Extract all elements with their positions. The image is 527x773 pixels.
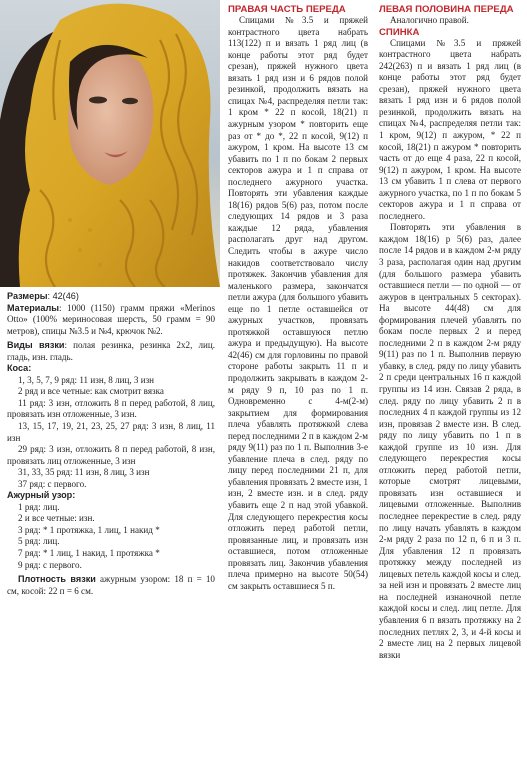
kosa-row: 2 ряд и все четные: как смотрит вязка xyxy=(18,386,164,397)
kosa-row: 29 ряд: 3 изн, отложить 8 п перед работой, 8 изн, провязать лиц отложенные, 3 изн xyxy=(7,444,215,466)
woman-in-yellow-hood-image xyxy=(0,0,220,287)
sizes-line xyxy=(7,291,215,303)
materials-line xyxy=(7,303,215,338)
types-value: : полая резинка, резинка 2x2, лиц. гладь, изн. гладь. xyxy=(7,340,215,362)
kosa-list xyxy=(7,375,215,490)
types-label: Виды вязки xyxy=(7,340,65,351)
kosa-title: Коса: xyxy=(7,363,32,374)
ajur-row: 3 ряд: * 1 протяжка, 1 лиц, 1 накид * xyxy=(18,524,160,535)
ajur-row: 1 ряд: лиц. xyxy=(18,501,60,512)
materials-label: Материалы xyxy=(7,302,60,313)
ajur-title: Ажурный узор: xyxy=(7,490,76,501)
left-front-text: Аналогично правой. xyxy=(390,15,469,26)
back-text-2: Повторять эти убавления в каждом 18(16) р 5(6) раз, далее после 14 рядов и в каждом 2-м ряду 3 раза, располагая один над другим (для большого размера убавить оставшиеся петли — по одной — от ажуров в центральных 5 секторах). На высоте 44(48) см для формирования плечей убавлять по бокам после первых 2 и перед последними 2 п в каждом 2-м ряду 9(11) раз по 1 п. Выполнив первую убавку, в след. ряду по лицу убавить 2 п среди центральных 16 п каждой группы из 14 изн. Связав 2 ряда, в след. ряду по лицу убавить 2 п в последних 4 п каждой группы из 12 изн, провязав 2 вместе изн. В след. ряду по лицу убавить по 1 п в каждой группе из 10 изн. Для следующего перекрестия косы отложить перед работой петли, которые смотрят лицевыми, провязать изн оставшиеся и лицевыми отложенные. Выполнив последнее перекрестие в след. ряду по лицу начать убавлять в каждом 2-м ряду 2 раза по 12 п, 6 п и 3 п. Для убавления 12 п провязать протяжку между последней из лицевых петель каждой косы и след. за ней изн и провязать 2 вместе лиц на последней изнаночной петле каждой косы и след. лиц петле. Для убавления 6 п вязать протяжку на 2 последних петлях 2, 3, и 4-й косы и 2 вместе лиц на 2 первых лицевой вязки xyxy=(379,222,521,660)
right-front-heading: ПРАВАЯ ЧАСТЬ ПЕРЕДА xyxy=(228,4,346,15)
back-text-1: Спицами №3.5 и пряжей контрастного цвета набрать 242(263) п и вязать 1 ряд лиц (в конце работы этот ряд будет срезан), пряжей нужного цвета вязать 1 ряд изн и 6 рядов полой резинкой, продолжить вязать на спицах №4, распределяя петли так: 1 кром, 9(12) п ажуром, * 22 п косой, 18(21) п ажуром * повторить часть от до еще 4 раза, 22 п косой, 9(12) п ажуром, 1 кром. На высоте 13 см убавить 1 п слева от первого ажурного участка, по 1 п по бокам 5 секторов ажура и 1 п справа от последнего. xyxy=(379,37,521,221)
kosa-row: 1, 3, 5, 7, 9 ряд: 11 изн, 8 лиц, 3 изн xyxy=(18,374,155,385)
ajur-row: 9 ряд: с первого. xyxy=(18,559,82,570)
kosa-row: 11 ряд: 3 изн, отложить 8 п перед работой, 8 лиц, провязать изн отложенные, 3 изн. xyxy=(7,397,215,420)
materials-value: : 1000 (1150) грамм пряжи «Merinos Otto» (100% мериносовая шерсть, 50 грамм = 90 метров), спицы №3.5 и №4, крючок №2. xyxy=(7,302,215,336)
column-materials xyxy=(7,291,215,597)
hero-photo xyxy=(0,0,220,287)
density-label: Плотность вязки xyxy=(18,574,96,585)
back-heading: СПИНКА xyxy=(379,26,420,38)
left-front-heading: ЛЕВАЯ ПОЛОВИНА ПЕРЕДА xyxy=(379,4,514,15)
ajur-row: 7 ряд: * 1 лиц, 1 накид, 1 протяжка * xyxy=(18,548,160,559)
right-front-text: Спицами №3.5 и пряжей контрастного цвета набрать 113(122) п и вязать 1 ряд лиц (в конце работы этот ряд будет срезан), пряжей нужного цвета вязать 1 ряд изн и 6 рядов полой резинкой, продолжить вязать на спицах №4, распределяя петли так: 1 кром * 22 п косой, 18(21) п ажурным узором * повторить еще раз от * до *, 22 п косой, 9(12) п ажуром, 1 кром. На высоте 13 см убавить по 1 п по бокам 2 первых секторов ажура и 1 п справа от последнего ажурного участка. Повторять эти убавления каждые 18(16) рядов 5(6) раз, потом после следующих 14 рядов и 3 раза каждые 12 ряда, убавления располагать друг над другом. Следить чтобы в ажуре число накидов соответствовало числу протяжек. Закончив убавления для маленького размера, закончатся петли ажура (для большого убавить еще по 1 петле оставшейся от ажурных участков, провязать протяжкой оставшуюся петлю ажура и предыдущую). На высоте 42(46) см для горловины по правой стороне работы закрыть 11 п и продолжить закрывать в каждом 2-м ряду 9 п, 10 раз по 1 п. Одновременно с 4-м(2-м) закрытием для формирования плеча убавлять протяжкой слева перед последними 2 п в каждом 2-м ряду 9(11) раз по 1 п. Выполнив 3-е убавление плеча в след. ряду по лицу перед последними 21 п, для убавления провязать 2 вместе изн, 1 изн, 2 вместе изн. и в след. ряду убавить еще 2 п над этой убавкой. Для следующего перекрестия косы отложить перед работой петли, провязанные лиц, и провязать изн оставшиеся, потом отложенные провязать лиц. Закончив убавления плеча примерно на высоте 50(54) см закрыть оставшиеся 5 п. xyxy=(228,15,368,591)
sizes-value: : 42(46) xyxy=(47,291,79,301)
density-value: ажурным узором: 18 п = 10 см, косой: 22 п = 6 см. xyxy=(7,574,215,596)
density-line xyxy=(7,574,215,597)
kosa-row: 31, 33, 35 ряд: 11 изн, 8 лиц, 3 изн xyxy=(18,467,150,478)
ajur-row: 2 и все четные: изн. xyxy=(18,513,95,524)
sizes-label: Размеры xyxy=(7,291,48,301)
ajur-row: 5 ряд: лиц. xyxy=(18,536,60,547)
ajur-list xyxy=(7,502,215,571)
kosa-row: 13, 15, 17, 19, 21, 23, 25, 27 ряд: 3 изн, 8 лиц, 11 изн xyxy=(7,421,215,443)
column-right-front xyxy=(228,4,368,592)
types-line xyxy=(7,340,215,363)
column-left-front-back xyxy=(379,4,521,661)
kosa-row: 37 ряд: с первого. xyxy=(18,478,87,489)
